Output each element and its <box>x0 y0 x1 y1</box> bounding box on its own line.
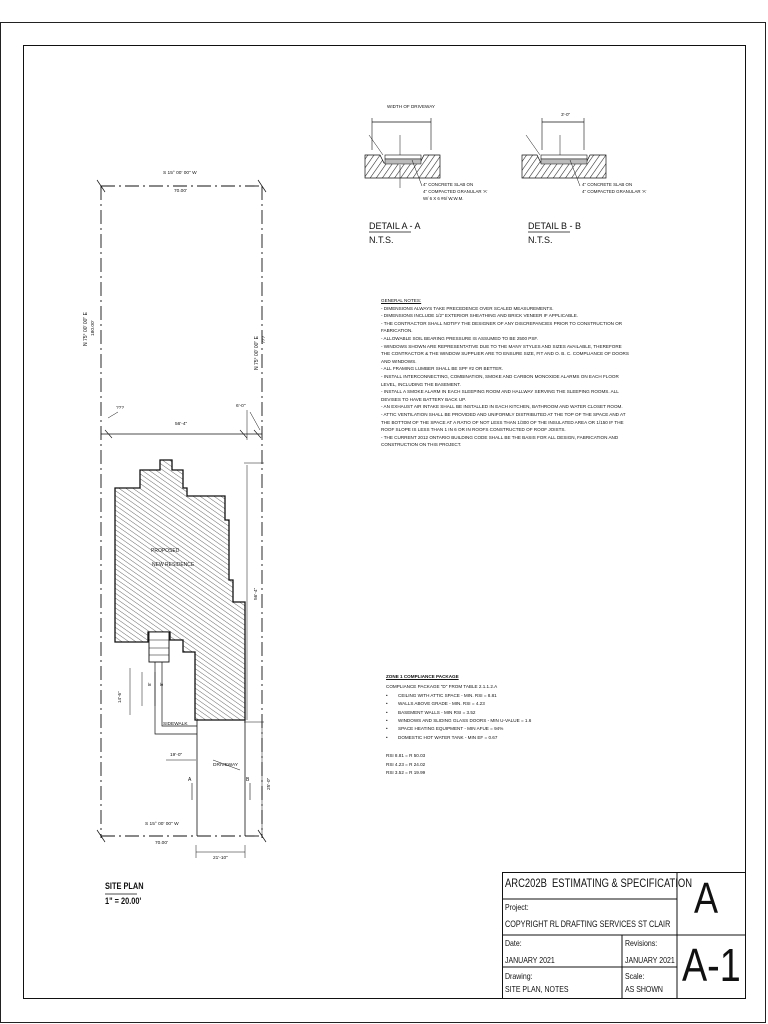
project-value: COPYRIGHT RL DRAFTING SERVICES ST CLAIR <box>505 919 671 929</box>
detail-a-scale: N.T.S. <box>369 235 394 245</box>
note-item: - THE CURRENT 2012 ONTARIO BUILDING CODE SHALL BE THE BASIS FOR ALL DESIGN, FABRICATION AND CONSTRUCTION ON THIS PROJECT. <box>381 434 619 448</box>
note-item: - AN EXHAUST AIR INTAKE SHALL BE INSTALLED IN EACH KITCHEN, BATHROOM AND WATER CLOSET ROOM. <box>381 404 623 410</box>
rsi-line: RSI 8.81 = R 50.03 <box>386 753 426 759</box>
scale-label: Scale: <box>625 971 645 981</box>
site-dim-driveway: 19'-0" <box>170 753 183 758</box>
detail-a-callout-2: 4" COMPACTED GRANULAR 'A' <box>423 189 488 194</box>
detail-a-callout-1: 4" CONCRETE SLAB ON <box>423 182 474 187</box>
drawing-value: SITE PLAN, NOTES <box>505 984 569 994</box>
detail-b-scale: N.T.S. <box>528 235 553 245</box>
section-marker-b: B <box>246 777 250 783</box>
site-top-bearing: S 15° 00' 00" W <box>163 171 197 176</box>
site-left-setback: ??? <box>116 406 125 411</box>
detail-a-title: DETAIL A - A <box>369 221 421 231</box>
site-right-bearing: N 75° 00' 00" E <box>254 336 260 370</box>
note-item: - ALL FRAMING LUMBER SHALL BE SPF #2 OR BETTER. <box>381 366 503 372</box>
site-dim-a: 8' <box>147 682 152 686</box>
note-item: - ALLOWABLE SOIL BEARING PRESSURE IS ASSUMED TO BE 2500 PSF. <box>381 335 539 341</box>
date-value: JANUARY 2021 <box>505 955 555 965</box>
site-right-front-depth: 25'-0" <box>267 777 272 790</box>
site-left-bearing: N 75° 00' 00" E <box>83 312 89 346</box>
sheet-letter: A <box>694 874 719 923</box>
site-top-length: 70.00' <box>174 189 187 194</box>
note-item: - DIMENSIONS ALWAYS TAKE PRECEDENCE OVER SCALED MEASUREMENTS. <box>381 305 554 311</box>
general-notes <box>381 297 631 449</box>
site-plan-scale: 1" = 20.00' <box>105 896 142 906</box>
site-dim-left-small: 14'-6" <box>117 691 122 703</box>
compliance-item: • WINDOWS AND SLIDING GLASS DOORS - MIN U-VALUE = 1.6 <box>386 717 531 725</box>
revisions-label: Revisions: <box>625 938 658 948</box>
section-marker-a: A <box>188 777 192 783</box>
sidewalk-label: SIDEWALK <box>163 722 188 727</box>
compliance-item: • DOMESTIC HOT WATER TANK - MIN EF = 0.67 <box>386 734 531 742</box>
course-title: ESTIMATING & SPECIFICATION <box>552 878 693 890</box>
site-right-depth: 56'-4" <box>254 587 259 600</box>
compliance-item: • SPACE HEATING EQUIPMENT - MIN AFUE = 94% <box>386 725 531 733</box>
detail-b-drawing <box>522 118 606 186</box>
site-front-width: 56'-4" <box>175 422 188 427</box>
compliance-item: • CEILING WITH ATTIC SPACE - MIN. RSI = 8.81 <box>386 692 531 700</box>
site-bottom-dim: 21'-10" <box>213 856 228 861</box>
date-label: Date: <box>505 938 522 948</box>
project-label: Project: <box>505 902 529 912</box>
proposed-label-1: PROPOSED <box>151 548 180 554</box>
detail-b-top-label: 3'-0" <box>561 112 571 117</box>
site-plan-title: SITE PLAN <box>105 881 144 891</box>
compliance-package <box>386 673 531 777</box>
note-item: - WINDOWS SHOWN ARE REPRESENTATIVE DUE TO THE MANY STYLES AND SIZES AVAILABLE, THEREFORE THE CONTRACTOR & THE WINDOW SUPPLIER ARE TO ENSURE SIZE, FIT AND O. B. C. COMPLIANCE OF DOORS AND WINDOWS. <box>381 343 629 364</box>
detail-a-callout-3: W/ 6 X 6 #6/ W.W.M. <box>423 196 464 201</box>
course-code: ARC202B <box>505 878 547 890</box>
site-right-length: ??? <box>262 335 267 344</box>
site-left-length: 180.00' <box>91 320 96 336</box>
scale-value: AS SHOWN <box>625 984 663 994</box>
general-notes-heading: GENERAL NOTES: <box>381 298 422 303</box>
rsi-line: RSI 4.23 = R 24.02 <box>386 761 426 767</box>
compliance-item: • BASEMENT WALLS - MIN RSI = 3.52 <box>386 709 531 717</box>
sheet-number: A-1 <box>682 939 741 991</box>
revisions-value: JANUARY 2021 <box>625 955 675 965</box>
detail-b-callout-1: 4" CONCRETE SLAB ON <box>582 182 633 187</box>
compliance-intro: COMPLIANCE PACKAGE "D" FROM TABLE 2.1.1.2.A <box>386 684 498 690</box>
drawing-label: Drawing: <box>505 971 533 981</box>
detail-a-drawing <box>365 118 440 188</box>
site-dim-b: 8' <box>159 682 164 686</box>
rsi-conversions <box>386 752 531 777</box>
detail-a-top-label: WIDTH OF DRIVEWAY <box>387 104 435 109</box>
detail-b-callout-2: 4" COMPACTED GRANULAR 'A' <box>582 189 647 194</box>
compliance-item: • WALLS ABOVE GRADE - MIN. RSI = 4.23 <box>386 700 531 708</box>
site-bottom-length: 70.00' <box>155 841 168 846</box>
rsi-line: RSI 3.52 = R 19.99 <box>386 770 426 776</box>
note-item: - THE CONTRACTOR SHALL NOTIFY THE DESIGNER OF ANY DISCREPANCIES PRIOR TO CONSTRUCTION OR FABRICATION. <box>381 320 623 334</box>
note-item: - ATTIC VENTILATION SHALL BE PROVIDED AND UNIFORMLY DISTRIBUTED AT THE TOP OF THE SPACE AND AT THE BOTTOM OF THE SPACE AT A RATIO OF NOT LESS THAN 1/300 OF THE INSULATED AREA OR 1/150 IF THE ROOF SLOPE IS LESS THAN 1 IN 6 OR IN ROOFS CONSTRUCTED OF ROOF JOISTS. <box>381 411 626 433</box>
note-item: - DIMENSIONS INCLUDE 1/2" EXTERIOR SHEATHING AND BRICK VENEER IF APPLICABLE. <box>381 313 579 319</box>
proposed-label-2: NEW RESIDENCE <box>152 562 195 568</box>
compliance-heading: ZONE 1 COMPLIANCE PACKAGE <box>386 674 459 679</box>
driveway-label: DRIVEWAY <box>213 763 239 768</box>
note-item: - INSTALL A SMOKE ALARM IN EACH SLEEPING ROOM AND HALLWAY SERVING THE SLEEPING ROOMS. ALL DEVISES TO HAVE BATTERY BACK UP. <box>381 389 619 402</box>
site-right-setback: 6'-0" <box>236 404 246 409</box>
note-item: - INSTALL INTERCONNECTING, COMBINATION, SMOKE AND CARBON MONOXIDE ALARMS ON EACH FLOOR LEVEL, INCLUDING THE BASEMENT. <box>381 373 619 387</box>
site-bottom-bearing: S 15° 00' 00" W <box>145 822 179 827</box>
detail-b-title: DETAIL B - B <box>528 221 582 231</box>
